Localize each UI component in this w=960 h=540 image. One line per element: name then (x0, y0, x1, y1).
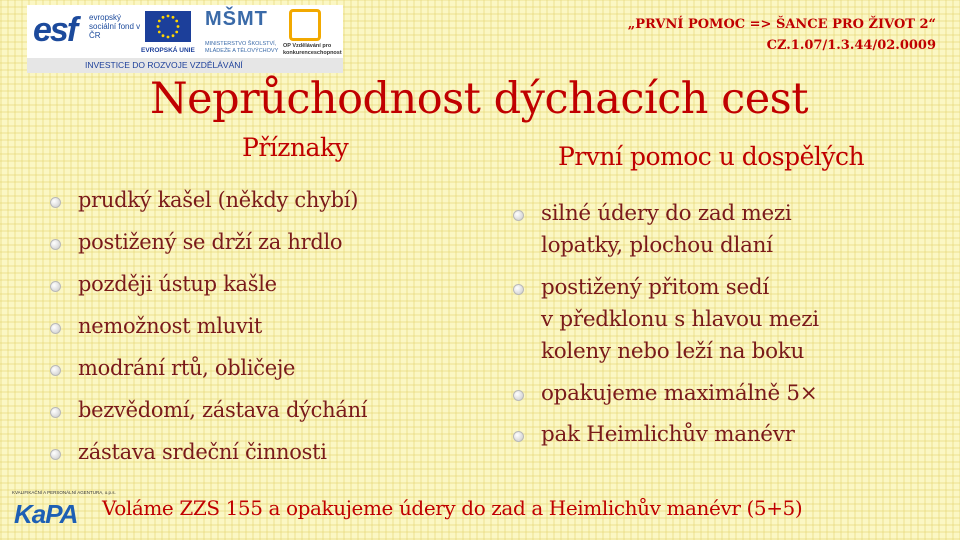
op-logo-icon (289, 9, 321, 41)
investice-banner: INVESTICE DO ROZVOJE VZDĚLÁVÁNÍ (27, 58, 343, 73)
symptom-text: modrání rtů, obličeje (78, 356, 296, 380)
kapa-logo-mark: KaPA (14, 499, 78, 529)
symptoms-heading: Příznaky (242, 133, 349, 162)
slide-title: Neprůchodnost dýchacích cest (150, 74, 809, 124)
list-item (50, 396, 367, 438)
kapa-logo (12, 490, 116, 530)
project-code: CZ.1.07/1.3.44/02.0009 (766, 38, 936, 53)
list-item (50, 186, 367, 228)
project-name: „PRVNÍ POMOC => ŠANCE PRO ŽIVOT 2“ (627, 17, 936, 32)
eu-flag-icon (145, 11, 191, 42)
first-aid-line: pak Heimlichův manévr (541, 422, 795, 447)
bullet-icon (513, 210, 524, 221)
list-item (513, 272, 819, 368)
footer-summary: Voláme ZZS 155 a opakujeme údery do zad a Heimlichův manévr (5+5) (102, 496, 803, 520)
first-aid-heading: První pomoc u dospělých (558, 142, 865, 171)
first-aid-line: opakujeme maximálně 5× (541, 381, 818, 406)
list-item (50, 438, 367, 480)
bullet-icon (50, 407, 61, 418)
symptom-text: prudký kašel (někdy chybí) (78, 188, 359, 212)
first-aid-line: postižený přitom sedí (541, 275, 769, 300)
bullet-icon (513, 390, 524, 401)
bullet-icon (50, 197, 61, 208)
bullet-icon (50, 449, 61, 460)
op-logo-text: OP Vzdělávání pro konkurenceschopnost (283, 43, 342, 56)
msmt-logo-text: MINISTERSTVO ŠKOLSTVÍ, MLÁDEŽE A TĚLOVÝCHOVY (205, 41, 279, 54)
symptoms-list (50, 186, 367, 480)
esf-logo-text: evropský sociální fond v ČR (89, 13, 141, 40)
symptom-text: později ústup kašle (78, 272, 277, 296)
symptom-text: nemožnost mluvit (78, 314, 263, 338)
first-aid-line: silné údery do zad mezi (541, 201, 792, 226)
first-aid-list (513, 198, 819, 461)
list-item (513, 198, 819, 262)
bullet-icon (50, 281, 61, 292)
first-aid-line: koleny nebo leží na boku (541, 339, 805, 364)
bullet-icon (513, 431, 524, 442)
bullet-icon (50, 365, 61, 376)
symptom-text: zástava srdeční činnosti (78, 440, 327, 464)
list-item (50, 270, 367, 312)
eu-logo-text: EVROPSKÁ UNIE (141, 47, 195, 54)
project-title (628, 14, 936, 56)
bullet-icon (50, 239, 61, 250)
kapa-logo-caption: KVALIFIKAČNÍ A PERSONÁLNÍ AGENTURA, o.p.s. (12, 490, 116, 495)
esf-logo: esf (33, 11, 77, 49)
list-item (513, 378, 819, 410)
symptom-text: bezvědomí, zástava dýchání (78, 398, 368, 422)
list-item (50, 228, 367, 270)
first-aid-line: lopatky, plochou dlaní (541, 233, 773, 258)
bullet-icon (513, 284, 524, 295)
list-item (513, 419, 819, 451)
symptom-text: postižený se drží za hrdlo (78, 230, 343, 254)
msmt-logo: MŠMT (205, 8, 268, 30)
list-item (50, 354, 367, 396)
bullet-icon (50, 323, 61, 334)
list-item (50, 312, 367, 354)
first-aid-line: v předklonu s hlavou mezi (541, 307, 819, 332)
